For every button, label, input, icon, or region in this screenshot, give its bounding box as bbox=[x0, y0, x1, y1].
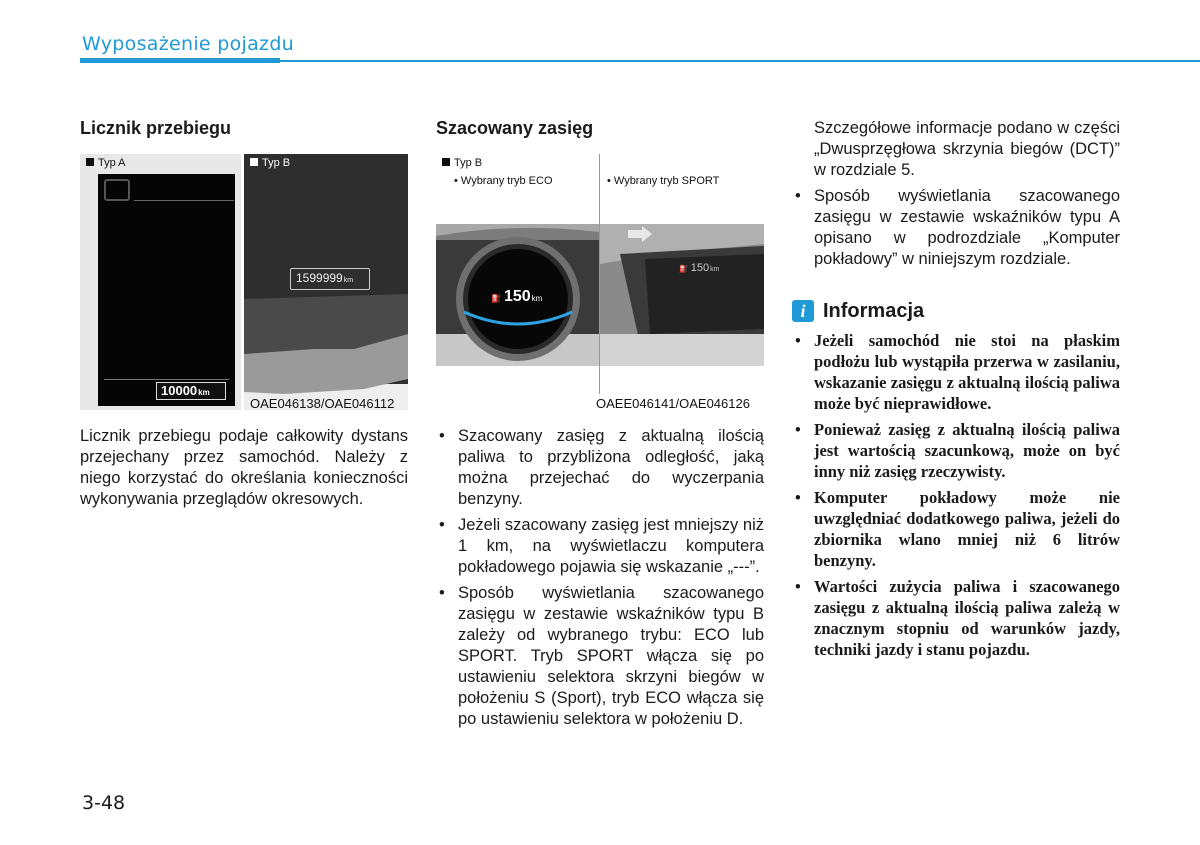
list-item: • Szacowany zasięg z aktualną ilością paliwa to przybliżona odległość, jaką można przejechać do wyczerpania benzyny. bbox=[436, 426, 764, 510]
list-item: • Wartości zużycia paliwa i szacowanego zasięgu z aktualną ilością paliwa zależą w znacznym stopniu od warunków jazdy, techniki jazdy i stanu pojazdu. bbox=[792, 576, 1120, 660]
info-bullet-list bbox=[792, 330, 1120, 665]
figure-label-sport: • Wybrany tryb SPORT bbox=[607, 175, 720, 187]
eco-range-readout: ⛽ 150km bbox=[491, 288, 543, 305]
range-heading: Szacowany zasięg bbox=[436, 118, 594, 138]
section-title: Wyposażenie pojazdu bbox=[82, 33, 295, 55]
odometer-heading: Licznik przebiegu bbox=[80, 118, 232, 138]
dashboard-trim-graphic bbox=[244, 294, 408, 410]
figure-panel-type-a bbox=[80, 154, 241, 410]
figure-caption: OAE046138/OAE046112 bbox=[250, 396, 395, 411]
list-item: • Sposób wyświetlania szacowanego zasięgu w zestawie wskaźników typu B zależy od wybranego trybu: ECO lub SPORT. Tryb SPORT włącza się po ustawieniu selektora skrzyni biegów w położeniu S (Sport), tryb ECO włącza się po ustawieniu selektora w położeniu D. bbox=[436, 583, 764, 730]
odometer-readout-type-a: 10000km bbox=[156, 382, 226, 400]
figure-panel-type-b bbox=[244, 154, 408, 410]
list-item: • Jeżeli samochód nie stoi na płaskim podłożu lub wystąpiła przerwa w zasilaniu, wskazanie zasięgu z aktualną ilością paliwa może być nieprawidłowe. bbox=[792, 330, 1120, 414]
header-rule-accent bbox=[80, 58, 280, 63]
info-heading: Informacja bbox=[823, 300, 925, 322]
list-item: • Komputer pokładowy może nie uwzględniać dodatkowego paliwa, jeżeli do zbiornika wlano mniej niż 6 litrów benzyny. bbox=[792, 487, 1120, 571]
figure-caption: OAEE046141/OAE046126 bbox=[596, 396, 750, 411]
range-figure-frame bbox=[436, 154, 764, 410]
list-item: • Sposób wyświetlania szacowanego zasięgu w zestawie wskaźników typu A opisano w podrozdziale „Komputer pokładowy” w niniejszym rozdziale. bbox=[792, 186, 1120, 270]
odometer-paragraph: Licznik przebiegu podaje całkowity dystans przejechany przez samochód. Należy z niego korzystać do określania konieczności wykonywania przeglądów okresowych. bbox=[80, 427, 408, 508]
info-icon: i bbox=[792, 300, 814, 322]
list-item: • Jeżeli szacowany zasięg jest mniejszy niż 1 km, na wyświetlaczu komputera pokładowego pojawia się wskazanie „---”. bbox=[436, 515, 764, 578]
figure-label-type-b: Typ B bbox=[250, 157, 290, 169]
figure-label-type-b: Typ B bbox=[442, 157, 482, 169]
cluster-display-type-a bbox=[98, 174, 235, 406]
type-a-bullet-list bbox=[792, 186, 1120, 275]
sport-cluster-graphic bbox=[600, 224, 764, 366]
page-number: 3-48 bbox=[82, 792, 126, 814]
sport-range-readout: ⛽ 150km bbox=[679, 262, 720, 274]
odometer-readout-type-b: 1599999km bbox=[290, 268, 370, 290]
range-bullet-list bbox=[436, 426, 764, 735]
figure-label-eco: • Wybrany tryb ECO bbox=[454, 175, 553, 187]
figure-label-type-a: Typ A bbox=[86, 157, 126, 169]
list-item: • Ponieważ zasięg z aktualną ilością paliwa jest wartością szacunkową, może on być inny niż zasięg rzeczywisty. bbox=[792, 419, 1120, 482]
dct-reference-paragraph: Szczegółowe informacje podano w części „Dwusprzęgłowa skrzynia biegów (DCT)” w rozdziale 5. bbox=[814, 119, 1120, 179]
